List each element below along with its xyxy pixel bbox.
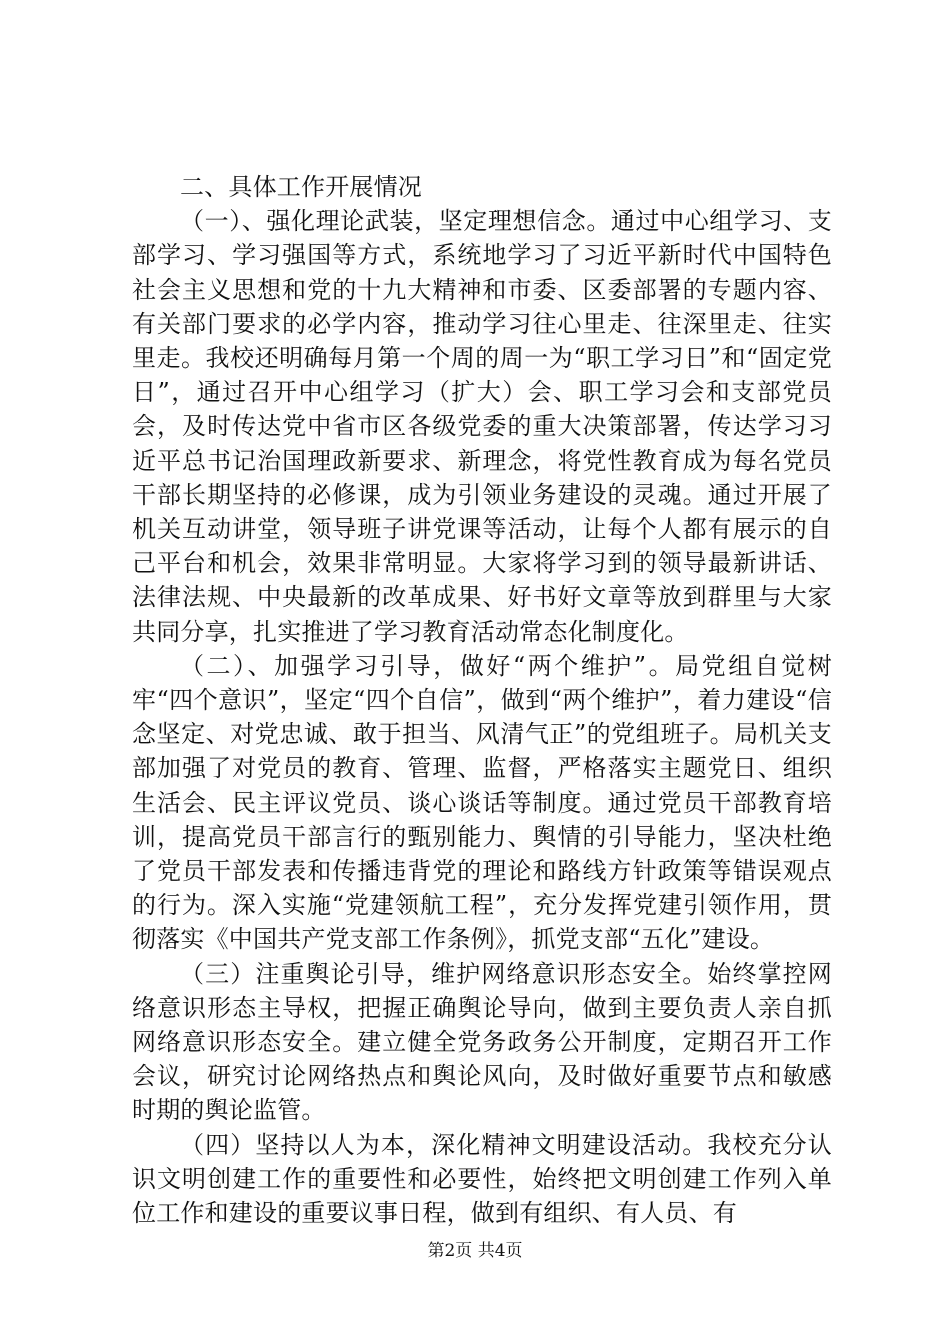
paragraph-3: （三）注重舆论引导，维护网络意识形态安全。始终掌控网络意识形态主导权，把握正确舆论导向，做到主要负责人亲自抓网络意识形态安全。建立健全党务政务公开制度，定期召开工作会议，研究讨论网络热点和舆论风向，及时做好重要节点和敏感时期的舆论监管。 <box>132 959 832 1125</box>
document-body <box>132 170 832 1230</box>
section-heading: 二、具体工作开展情况 <box>180 173 422 201</box>
paragraph-2: （二）、加强学习引导，做好“两个维护”。局党组自觉树牢“四个意识”，坚定“四个自信”，做到“两个维护”，着力建设“信念坚定、对党忠诚、敢于担当、风清气正”的党组班子。局机关支部加强了对党员的教育、管理、监督，严格落实主题党日、组织生活会、民主评议党员、谈心谈话等制度。通过党员干部教育培训，提高党员干部言行的甄别能力、舆情的引导能力，坚决杜绝了党员干部发表和传播违背党的理论和路线方针政策等错误观点的行为。深入实施“党建领航工程”，充分发挥党建引领作用，贯彻落实《中国共产党支部工作条例》，抓党支部“五化”建设。 <box>132 651 832 954</box>
page-number-footer: 第2页 共4页 <box>427 1241 523 1261</box>
paragraph-1: （一）、强化理论武装，坚定理想信念。通过中心组学习、支部学习、学习强国等方式，系统地学习了习近平新时代中国特色社会主义思想和党的十九大精神和市委、区委部署的专题内容、有关部门要求的必学内容，推动学习往心里走、往深里走、往实里走。我校还明确每月第一个周的周一为“职工学习日”和“固定党日”，通过召开中心组学习（扩大）会、职工学习会和支部党员会，及时传达党中省市区各级党委的重大决策部署，传达学习习近平总书记治国理政新要求、新理念，将党性教育成为每名党员干部长期坚持的必修课，成为引领业务建设的灵魂。通过开展了机关互动讲堂，领导班子讲党课等活动，让每个人都有展示的自己平台和机会，效果非常明显。大家将学习到的领导最新讲话、法律法规、中央最新的改革成果、好书好文章等放到群里与大家共同分享，扎实推进了学习教育活动常态化制度化。 <box>132 207 832 646</box>
paragraph-4: （四）坚持以人为本，深化精神文明建设活动。我校充分认识文明创建工作的重要性和必要性，始终把文明创建工作列入单位工作和建设的重要议事日程，做到有组织、有人员、有 <box>132 1130 832 1228</box>
